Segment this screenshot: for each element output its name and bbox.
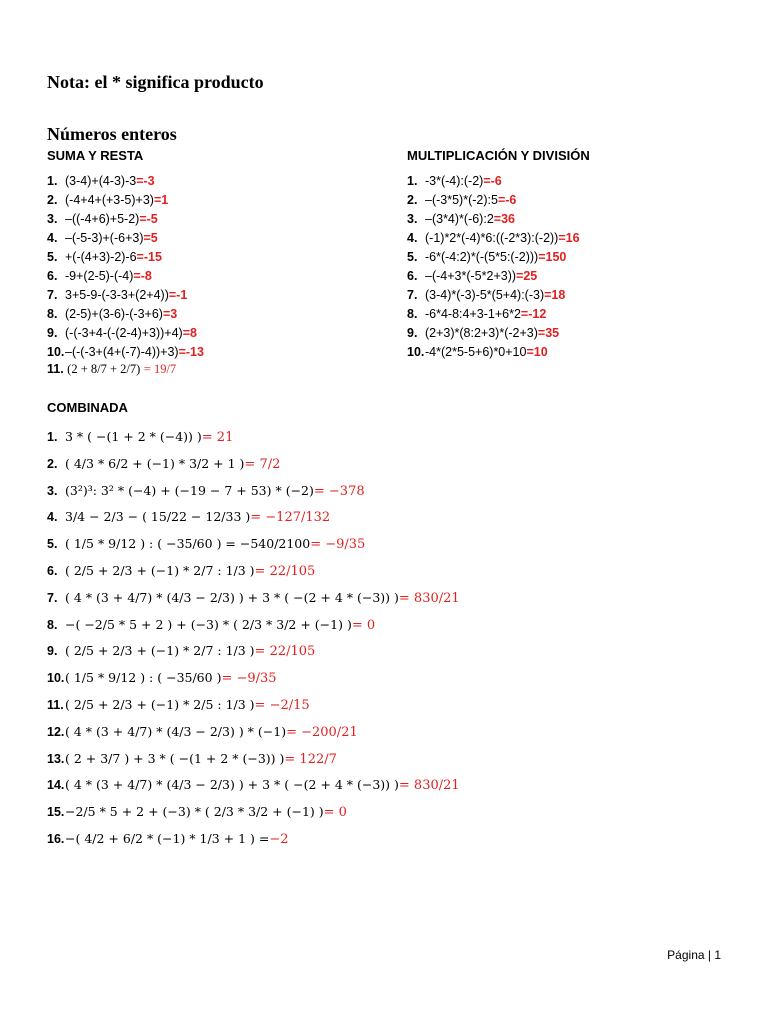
mult-div-item: [407, 191, 580, 210]
item-result: =18: [544, 288, 566, 302]
item-result: =35: [537, 326, 560, 340]
suma-resta-list: [47, 172, 204, 362]
mult-div-title: MULTIPLICACIÓN Y DIVISIÓN: [407, 148, 590, 163]
item-expression: (2 + 8/7 + 2/7): [67, 362, 141, 376]
item-expression: ( 2/5 + 2/3 + (−1) * 2/7 : 1/3 ): [65, 562, 255, 578]
item-result: = 0: [351, 617, 376, 633]
item-number: 8.: [47, 307, 58, 321]
item-expression: ( 2 + 3/7 ) + 3 * ( −(1 + 2 * (−3)) ): [65, 750, 285, 766]
item-result: =-12: [520, 307, 547, 321]
item-expression: (2-5)+(3-6)-(-3+6): [65, 307, 163, 321]
item-result: =-3: [136, 174, 155, 188]
combinada-item: [47, 451, 460, 478]
item-result: = 0: [323, 805, 347, 821]
item-expression: −2/5 * 5 + 2 + (−3) * ( 2/3 * 3/2 + (−1) ): [65, 804, 324, 820]
suma-resta-item: [47, 172, 204, 191]
suma-resta-title: SUMA Y RESTA: [47, 148, 144, 163]
item-number: 8.: [47, 617, 58, 632]
item-result: = 122/7: [284, 751, 337, 767]
combinada-item: [47, 772, 460, 799]
item-result: =-15: [136, 250, 162, 264]
item-number: 4.: [47, 231, 58, 245]
combinada-title: COMBINADA: [47, 400, 128, 415]
item-result: =25: [516, 269, 538, 283]
item-expression: -6*(-4:2)*(-(5*5:(-2))): [425, 250, 539, 264]
item-result: =-8: [133, 269, 152, 283]
item-number: 4.: [47, 510, 58, 525]
combinada-item: [47, 504, 460, 531]
item-number: 6.: [47, 563, 58, 578]
item-expression: -3*(-4):(-2): [425, 174, 484, 188]
combinada-item: [47, 799, 460, 826]
mult-div-item: [407, 267, 580, 286]
suma-resta-item: [47, 324, 204, 343]
item-expression: –(-4+3*(-5*2+3)): [425, 269, 517, 283]
mult-div-item: [407, 229, 580, 248]
item-result: =-5: [139, 212, 158, 226]
item-expression: ( 1/5 * 9/12 ) : ( −35/60 ): [65, 670, 222, 686]
item-expression: ( 2/5 + 2/3 + (−1) * 2/5 : 1/3 ): [65, 696, 255, 712]
combinada-item: [47, 719, 460, 746]
item-expression: +(-(4+3)-2)-6: [65, 250, 137, 264]
item-expression: -4*(2*5-5+6)*0+10: [425, 345, 527, 359]
suma-resta-item: [47, 305, 204, 324]
item-expression: –(-(-3+(4+(-7)-4))+3): [65, 345, 179, 359]
item-number: 5.: [47, 537, 58, 552]
item-result: = −9/35: [310, 537, 366, 553]
item-number: 5.: [47, 250, 58, 264]
suma-resta-item: [47, 229, 204, 248]
combinada-item: [47, 558, 460, 585]
item-expression: ( 4/3 * 6/2 + (−1) * 3/2 + 1 ): [65, 455, 245, 471]
item-number: 3.: [47, 483, 58, 498]
note-heading: Nota: el * significa producto: [47, 72, 264, 92]
item-result: = 22/105: [254, 644, 316, 660]
suma-resta-item: [47, 191, 204, 210]
section-title: Números enteros: [47, 124, 177, 144]
item-expression: ( 4 * (3 + 4/7) * (4/3 − 2/3) ) + 3 * ( −(2 + 4 * (−3)) ): [65, 777, 399, 793]
item-expression: (2+3)*(8:2+3)*(-2+3): [425, 326, 538, 340]
combinada-item: [47, 692, 460, 719]
item-expression: (-1)*2*(-4)*6:((-2*3):(-2)): [425, 231, 559, 245]
item-expression: –(-3*5)*(-2):5: [425, 193, 498, 207]
combinada-item: [47, 826, 460, 853]
item-result: =-6: [497, 193, 517, 207]
item-number: 7.: [47, 288, 58, 302]
item-expression: -9+(2-5)-(-4): [65, 269, 134, 283]
item-number: 1.: [407, 174, 418, 188]
item-number: 7.: [47, 590, 58, 605]
item-expression: (3²)³: 3² * (−4) + (−19 − 7 + 53) * (−2): [65, 482, 314, 498]
mult-div-item: [407, 210, 580, 229]
mult-div-item: [407, 248, 580, 267]
item-result: =150: [538, 250, 567, 264]
item-number: 11.: [47, 697, 64, 712]
item-number: 4.: [407, 231, 418, 245]
item-number: 3.: [407, 212, 418, 226]
combinada-item: [47, 585, 460, 612]
item-number: 13.: [47, 751, 65, 766]
item-result: =16: [558, 231, 580, 245]
combinada-item: [47, 612, 460, 639]
item-result: =1: [153, 193, 169, 207]
combinada-list: [47, 424, 460, 853]
item-expression: 3+5-9-(-3-3+(2+4)): [65, 288, 169, 302]
item-expression: (-4+4+(+3-5)+3): [65, 193, 154, 207]
mult-div-item: [407, 172, 580, 191]
item-number: 7.: [407, 288, 418, 302]
item-expression: (3-4)*(-3)-5*(5+4):(-3): [425, 288, 545, 302]
mult-div-item: [407, 343, 580, 362]
combinada-item: [47, 478, 460, 505]
suma-resta-item: [47, 267, 204, 286]
item-number: 1.: [47, 174, 58, 188]
item-expression: ( 4 * (3 + 4/7) * (4/3 − 2/3) ) * (−1): [65, 723, 287, 739]
item-result: = 830/21: [398, 778, 460, 794]
combinada-item: [47, 665, 460, 692]
item-expression: ( 4 * (3 + 4/7) * (4/3 − 2/3) ) + 3 * ( −(2 + 4 * (−3)) ): [65, 589, 399, 605]
mult-div-item: [407, 324, 580, 343]
item-result: = 19/7: [143, 362, 177, 376]
item-number: 9.: [47, 644, 58, 659]
item-number: 11.: [47, 362, 64, 376]
item-number: 8.: [407, 307, 418, 321]
item-result: =5: [143, 231, 158, 245]
item-expression: 3 * ( −(1 + 2 * (−4)) ): [65, 429, 202, 444]
item-number: 1.: [47, 430, 58, 444]
item-result: =3: [162, 307, 178, 321]
mult-div-item: [407, 305, 580, 324]
item-result: = 830/21: [398, 590, 460, 606]
combinada-item: [47, 424, 460, 451]
item-expression: -6*4-8:4+3-1+6*2: [425, 307, 521, 321]
item-result: =10: [526, 345, 548, 359]
item-expression: –(-5-3)+(-6+3): [65, 231, 144, 245]
item-result: = −127/132: [250, 510, 331, 526]
item-expression: (3-4)+(4-3)-3: [65, 174, 137, 188]
suma-resta-item: [47, 210, 204, 229]
item-result: = 21: [201, 430, 234, 445]
item-expression: –(3*4)*(-6):2: [425, 212, 494, 226]
item-number: 10.: [47, 345, 65, 359]
item-number: 14.: [47, 778, 65, 793]
item-number: 16.: [47, 831, 65, 846]
item-number: 6.: [407, 269, 418, 283]
item-result: =-6: [483, 174, 502, 188]
item-number: 10.: [47, 671, 65, 686]
item-expression: (-(-3+4-(-(2-4)+3))+4): [65, 326, 183, 340]
item-number: 2.: [407, 193, 418, 207]
item-result: =8: [182, 326, 197, 340]
mult-div-item: [407, 286, 580, 305]
item-number: 15.: [47, 805, 65, 820]
item-expression: ( 2/5 + 2/3 + (−1) * 2/7 : 1/3 ): [65, 643, 255, 659]
item-result: −2: [269, 831, 289, 847]
suma-resta-item: [47, 286, 204, 305]
suma-resta-item: [47, 248, 204, 267]
item-result: = −2/15: [254, 697, 310, 713]
item-number: 10.: [407, 345, 425, 359]
item-number: 2.: [47, 456, 58, 471]
item-result: =-1: [168, 288, 188, 302]
suma-resta-item: [47, 343, 204, 362]
item-number: 12.: [47, 724, 65, 739]
item-result: =36: [493, 212, 515, 226]
item-expression: −( 4/2 + 6/2 * (−1) * 1/3 + 1 ) =: [65, 830, 270, 846]
item-number: 2.: [47, 193, 58, 207]
mult-div-list: [407, 172, 580, 362]
item-result: = 22/105: [254, 563, 316, 579]
item-result: = −378: [313, 483, 365, 499]
combinada-item: [47, 531, 460, 558]
item-expression: ( 1/5 * 9/12 ) : ( −35/60 ) = −540/2100: [65, 536, 311, 552]
item-expression: –((-4+6)+5-2): [65, 212, 140, 226]
item-number: 6.: [47, 269, 58, 283]
item-expression: −( −2/5 * 5 + 2 ) + (−3) * ( 2/3 * 3/2 + (−1) ): [65, 616, 352, 632]
item-result: = 7/2: [244, 456, 281, 472]
item-result: =-13: [178, 345, 204, 359]
item-number: 5.: [407, 250, 418, 264]
item-number: 9.: [407, 326, 418, 340]
item-result: = −9/35: [221, 671, 277, 687]
item-number: 9.: [47, 326, 58, 340]
suma-resta-item-11: [47, 362, 176, 377]
item-result: = −200/21: [286, 724, 358, 740]
page-footer: Página | 1: [667, 948, 721, 962]
combinada-item: [47, 746, 460, 773]
item-number: 3.: [47, 212, 58, 226]
item-expression: 3/4 − 2/3 − ( 15/22 − 12/33 ): [65, 509, 251, 525]
combinada-item: [47, 638, 460, 665]
